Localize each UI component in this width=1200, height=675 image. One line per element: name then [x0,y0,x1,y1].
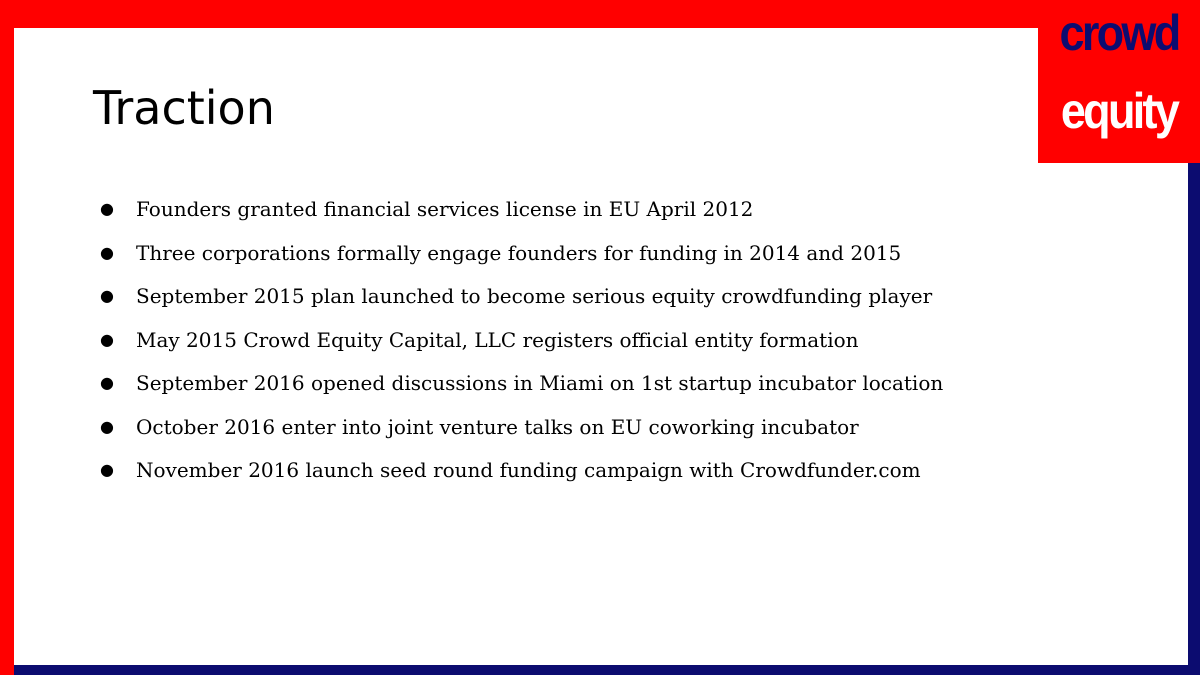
bullet-item [100,329,943,373]
bullet-dot-icon: ● [100,460,114,479]
bullet-text: September 2016 opened discussions in Miami on 1st startup incubator location [136,371,944,395]
bullet-item [100,285,943,329]
frame-top-border [0,0,1200,28]
bullet-item [100,459,943,503]
bullet-text: Three corporations formally engage founders for funding in 2014 and 2015 [136,240,902,265]
bullet-item [100,242,943,286]
bullet-dot-icon: ● [100,242,114,262]
bullet-dot-icon: ● [100,373,114,392]
bullet-dot-icon: ● [100,199,114,218]
bullet-dot-icon: ● [100,416,114,436]
bullet-text: May 2015 Crowd Equity Capital, LLC registers official entity formation [136,327,859,352]
frame-right-border [1188,160,1200,675]
bullet-text: November 2016 launch seed round funding campaign with Crowdfunder.com [136,458,921,482]
logo-word-equity: equity [1060,83,1178,139]
bullet-text: September 2015 plan launched to become serious equity crowdfunding player [136,284,933,308]
bullet-item [100,198,943,242]
slide-title: Traction [93,81,275,135]
bullet-text: October 2016 enter into joint venture talks on EU coworking incubator [136,414,859,439]
traction-bullet-list [100,198,943,503]
bullet-dot-icon: ● [100,286,114,305]
bullet-item [100,416,943,460]
crowd-equity-logo [1038,0,1200,163]
frame-bottom-border [14,665,1200,675]
logo-word-crowd: crowd [1059,5,1179,61]
bullet-item [100,372,943,416]
frame-left-border [0,0,14,675]
bullet-dot-icon: ● [100,329,114,349]
bullet-text: Founders granted financial services license in EU April 2012 [136,197,754,221]
